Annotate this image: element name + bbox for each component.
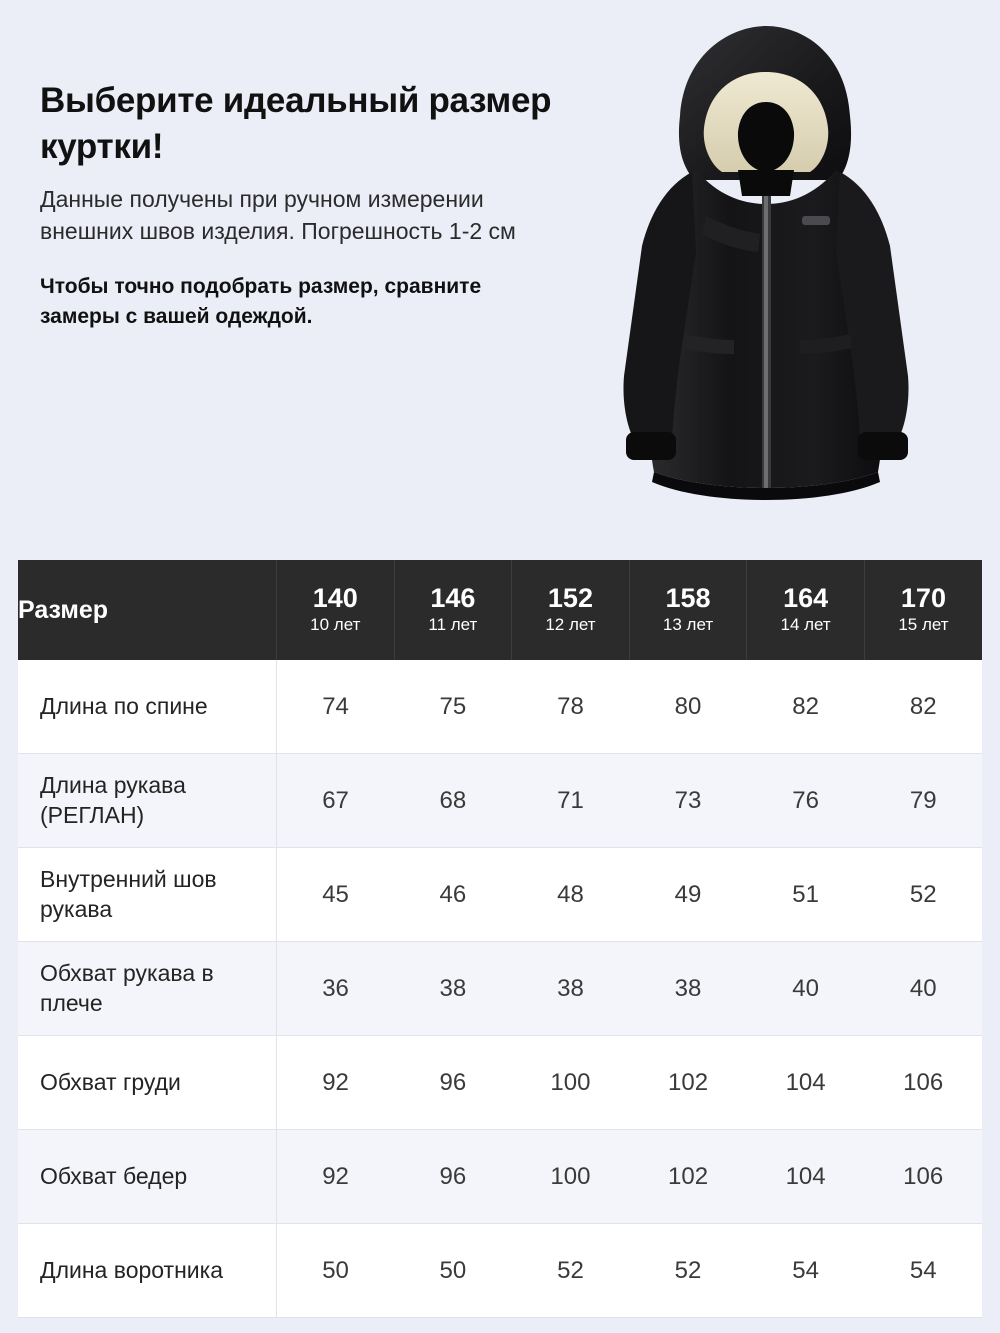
size-table-body [18, 660, 982, 1318]
cell-4-3: 102 [629, 1036, 747, 1130]
cell-1-0: 67 [277, 754, 395, 848]
size-value-3: 158 [665, 582, 711, 613]
size-age-0: 10 лет [310, 615, 361, 635]
table-row [18, 1130, 982, 1224]
cell-2-2: 48 [512, 848, 630, 942]
cell-3-1: 38 [394, 942, 512, 1036]
size-age-3: 13 лет [662, 615, 714, 635]
table-row [18, 754, 982, 848]
hero-text-block [40, 78, 560, 331]
cell-6-2: 52 [512, 1224, 630, 1318]
cell-1-4: 76 [747, 754, 865, 848]
header-size-5 [864, 560, 982, 660]
cell-4-4: 104 [747, 1036, 865, 1130]
cell-4-0: 92 [277, 1036, 395, 1130]
sizing-advice: Чтобы точно подобрать размер, сравните замеры с вашей одеждой. [40, 274, 482, 328]
cell-6-5: 54 [864, 1224, 982, 1318]
size-table [18, 560, 982, 1318]
cell-1-1: 68 [394, 754, 512, 848]
size-value-2: 152 [547, 582, 593, 613]
size-value-4: 164 [783, 582, 829, 613]
size-age-4: 14 лет [780, 615, 831, 635]
table-row [18, 848, 982, 942]
cell-0-1: 75 [394, 660, 512, 754]
page-title: Выберите идеальный размер куртки! [40, 81, 552, 167]
cell-4-1: 96 [394, 1036, 512, 1130]
table-row [18, 1036, 982, 1130]
cell-0-4: 82 [747, 660, 865, 754]
header-size-3 [629, 560, 747, 660]
hero-section [0, 0, 1000, 560]
header-measure-label: Размер [18, 560, 277, 660]
size-table-head [18, 560, 982, 660]
row-label-5: Обхват бедер [18, 1130, 277, 1224]
cell-5-2: 100 [512, 1130, 630, 1224]
cell-4-2: 100 [512, 1036, 630, 1130]
cell-6-4: 54 [747, 1224, 865, 1318]
cell-6-1: 50 [394, 1224, 512, 1318]
cell-0-3: 80 [629, 660, 747, 754]
row-label-2: Внутренний шов рукава [18, 848, 277, 942]
cell-1-3: 73 [629, 754, 747, 848]
cell-2-1: 46 [394, 848, 512, 942]
header-size-4 [747, 560, 865, 660]
row-label-6: Длина воротника [18, 1224, 277, 1318]
cell-3-2: 38 [512, 942, 630, 1036]
cell-3-0: 36 [277, 942, 395, 1036]
cell-5-0: 92 [277, 1130, 395, 1224]
row-label-3: Обхват рукава в плече [18, 942, 277, 1036]
header-size-0 [277, 560, 395, 660]
size-value-1: 146 [430, 582, 476, 613]
cell-6-0: 50 [277, 1224, 395, 1318]
cell-2-4: 51 [747, 848, 865, 942]
cell-4-5: 106 [864, 1036, 982, 1130]
size-age-5: 15 лет [898, 615, 949, 635]
size-age-2: 12 лет [545, 615, 596, 635]
cell-5-1: 96 [394, 1130, 512, 1224]
measurement-disclaimer: Данные получены при ручном измерении внешних швов изделия. Погрешность 1-2 см [40, 186, 516, 245]
table-row [18, 1224, 982, 1318]
cell-2-0: 45 [277, 848, 395, 942]
row-label-4: Обхват груди [18, 1036, 277, 1130]
cell-0-0: 74 [277, 660, 395, 754]
jacket-product-image [588, 20, 948, 520]
size-value-0: 140 [312, 582, 358, 613]
cell-5-5: 106 [864, 1130, 982, 1224]
cell-0-2: 78 [512, 660, 630, 754]
cell-1-5: 79 [864, 754, 982, 848]
cell-3-4: 40 [747, 942, 865, 1036]
cell-1-2: 71 [512, 754, 630, 848]
size-table-container [18, 560, 982, 1318]
cell-6-3: 52 [629, 1224, 747, 1318]
size-age-1: 11 лет [428, 615, 478, 635]
cell-3-3: 38 [629, 942, 747, 1036]
header-size-1 [394, 560, 512, 660]
header-size-2 [512, 560, 630, 660]
cell-5-4: 104 [747, 1130, 865, 1224]
cell-2-5: 52 [864, 848, 982, 942]
table-header-row [18, 560, 982, 660]
jacket-illustration-svg [588, 20, 948, 520]
row-label-1: Длина рукава (РЕГЛАН) [18, 754, 277, 848]
row-label-0: Длина по спине [18, 660, 277, 754]
cell-2-3: 49 [629, 848, 747, 942]
cell-5-3: 102 [629, 1130, 747, 1224]
table-row [18, 660, 982, 754]
cell-0-5: 82 [864, 660, 982, 754]
size-value-5: 170 [900, 582, 946, 613]
cell-3-5: 40 [864, 942, 982, 1036]
table-row [18, 942, 982, 1036]
